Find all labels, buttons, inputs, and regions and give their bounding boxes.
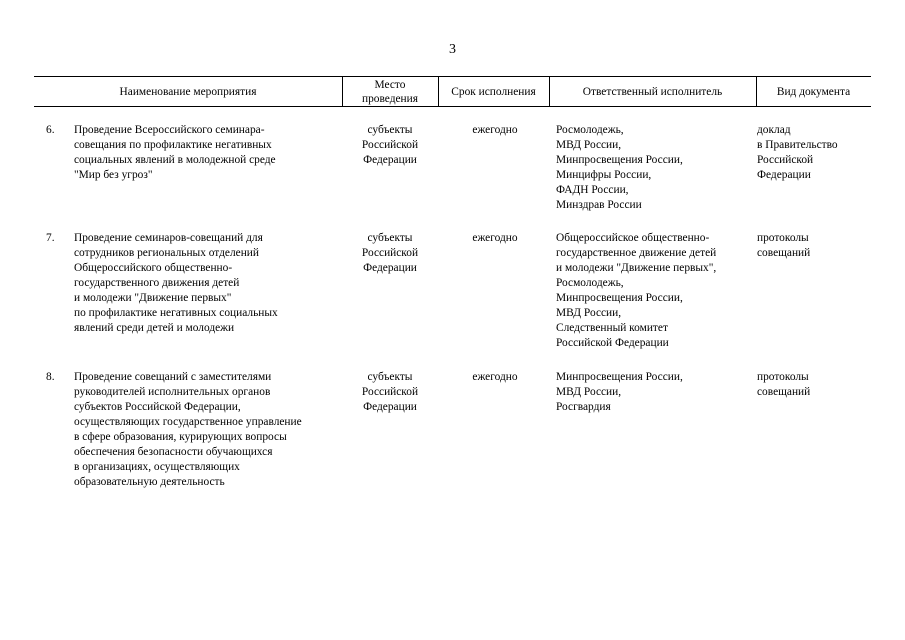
header-place: Место проведения [362, 78, 418, 105]
event-name: Проведение совещаний с заместителями руководителей исполнительных органов субъектов Российской Федерации, осуществляющих государственное управление в сфере образования, курирующих вопросы обеспечения безопасности обучающихся в организациях, осуществляющих образовательную деятельность [74, 371, 302, 488]
event-executor: Минпросвещения России, МВД России, Росгвардия [556, 371, 683, 413]
event-term: ежегодно [472, 371, 518, 383]
event-place: субъекты Российской Федерации [361, 124, 419, 166]
table-header-bottom-rule [34, 106, 871, 107]
header-doc-type: Вид документа [776, 85, 851, 98]
event-name: Проведение Всероссийского семинара- совещания по профилактике негативных социальных явлений в молодежной среде "Мир без угроз" [74, 124, 276, 181]
event-term: ежегодно [472, 124, 518, 136]
page-number: 3 [449, 42, 456, 57]
header-term: Срок исполнения [451, 85, 536, 98]
row-number: 7. [46, 232, 55, 244]
event-executor: Общероссийское общественно- государственное движение детей и молодежи "Движение первых", Росмолодежь, Минпросвещения России, МВД России, Следственный комитет Российской Федерации [556, 232, 717, 349]
row-number: 8. [46, 371, 55, 383]
event-term: ежегодно [472, 232, 518, 244]
event-place: субъекты Российской Федерации [361, 232, 419, 274]
event-doc-type: доклад в Правительство Российской Федерации [757, 124, 838, 181]
header-name: Наименование мероприятия [119, 85, 257, 98]
header-executor: Ответственный исполнитель [582, 85, 723, 98]
event-doc-type: протоколы совещаний [757, 232, 811, 259]
row-number: 6. [46, 124, 55, 136]
event-place: субъекты Российской Федерации [361, 371, 419, 413]
event-doc-type: протоколы совещаний [757, 371, 811, 398]
event-name: Проведение семинаров-совещаний для сотрудников региональных отделений Общероссийского общественно- государственного движения детей и молодежи "Движение первых" по профилактике негативных социальных явлений среди детей и молодежи [74, 232, 278, 334]
event-executor: Росмолодежь, МВД России, Минпросвещения России, Минцифры России, ФАДН России, Минздрав России [556, 124, 683, 211]
